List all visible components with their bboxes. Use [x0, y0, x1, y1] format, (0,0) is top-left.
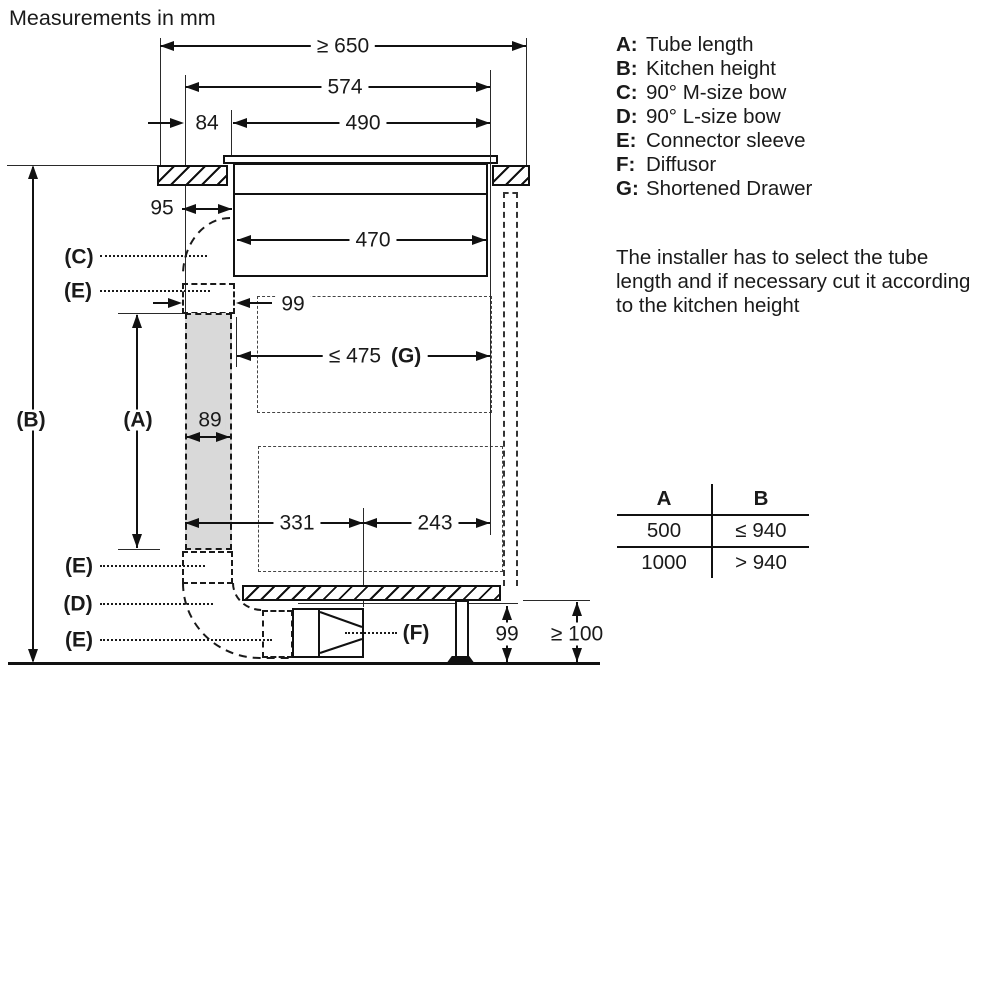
label-bow-m: (C) [61, 247, 96, 268]
legend-text: 90° M-size bow [646, 81, 787, 104]
arrowhead-icon [502, 606, 512, 620]
arrowhead-icon [185, 82, 199, 92]
arrowhead-icon [218, 204, 232, 214]
arrowhead-icon [512, 41, 526, 51]
cabinet-wall-inner [516, 192, 518, 586]
leader-line [345, 632, 397, 634]
leader-line [100, 255, 207, 257]
legend-item [616, 177, 812, 201]
dim-line-99-right [250, 302, 272, 304]
arrowhead-icon [132, 314, 142, 328]
hob-body-inner-line [234, 193, 487, 195]
dim-84-label: 84 [195, 111, 219, 135]
table-row [617, 516, 809, 546]
label-kitchen-height: (B) [13, 410, 48, 431]
legend-item [616, 129, 812, 153]
label-tube-length: (A) [120, 410, 155, 431]
dim-475-value: ≤ 475 [328, 344, 382, 368]
arrowhead-icon [349, 518, 363, 528]
table-cell-b: > 940 [735, 551, 787, 574]
cabinet-wall-outer [503, 192, 505, 586]
arrowhead-icon [185, 518, 199, 528]
extension-line [526, 38, 527, 165]
dim-A-bottom-tick [118, 549, 160, 550]
dim-100-label: ≥ 100 [545, 623, 609, 646]
legend-text: 90° L-size bow [646, 105, 781, 128]
arrowhead-icon [237, 235, 251, 245]
legend-key: C: [616, 81, 638, 104]
legend-item [616, 33, 812, 57]
arrowhead-icon [476, 518, 490, 528]
arrowhead-icon [476, 118, 490, 128]
arrowhead-icon [572, 602, 582, 616]
label-connector-sleeve-mid: (E) [62, 556, 96, 577]
legend-text: Connector sleeve [646, 129, 806, 152]
legend-text: Kitchen height [646, 57, 776, 80]
table-cell-a: 1000 [617, 548, 713, 578]
leader-line [100, 290, 210, 292]
connector-sleeve-bottom [262, 610, 293, 658]
leader-line [100, 565, 205, 567]
arrowhead-icon [572, 648, 582, 662]
extension-line [490, 70, 491, 535]
label-bow-l: (D) [60, 594, 95, 615]
lower-drawer-outline [258, 446, 503, 572]
diffusor-divider [318, 608, 320, 658]
dim-99-top-label: 99 [275, 293, 310, 316]
plinth-reference-line [298, 603, 518, 604]
table-cell-b: ≤ 940 [735, 519, 787, 542]
worktop-hatch-right [492, 165, 530, 186]
arrowhead-icon [502, 648, 512, 662]
floor-line [8, 662, 600, 665]
dim-574-label: 574 [321, 76, 368, 99]
arrowhead-icon [237, 351, 251, 361]
dim-470-label: 470 [349, 229, 396, 252]
legend-item [616, 57, 812, 81]
dim-243-label: 243 [411, 512, 458, 535]
hob-body [233, 163, 488, 277]
dim-line-84 [148, 122, 172, 124]
arrowhead-icon [363, 518, 377, 528]
legend-text: Shortened Drawer [646, 177, 813, 200]
arrowhead-icon [168, 298, 182, 308]
legend-key: D: [616, 105, 638, 128]
dim-line-99-left [153, 302, 169, 304]
dim-475-ref: (G) [390, 344, 422, 368]
dim-A-top-tick [118, 313, 182, 314]
arrowhead-icon [476, 351, 490, 361]
arrowhead-icon [28, 165, 38, 179]
leader-line [100, 603, 213, 605]
arrowhead-icon [28, 649, 38, 663]
label-connector-sleeve-top: (E) [61, 281, 95, 302]
cabinet-base-hatch [242, 585, 501, 601]
arrowhead-icon [472, 235, 486, 245]
table-header-row [617, 484, 809, 514]
connector-sleeve-mid [182, 551, 233, 584]
legend-key: E: [616, 129, 637, 152]
legend [616, 33, 812, 201]
legend-key: G: [616, 177, 639, 200]
connector-sleeve-top [182, 283, 235, 314]
table-row [617, 548, 809, 578]
dim-89-label: 89 [194, 410, 225, 431]
arrowhead-icon [476, 82, 490, 92]
tube-length-table [617, 484, 809, 578]
table-cell-a: 500 [617, 516, 713, 546]
installer-note: The installer has to select the tube length and if necessary cut it according to the kitchen height [616, 246, 971, 317]
arrowhead-icon [216, 432, 230, 442]
dim-490-label: 490 [339, 112, 386, 135]
worktop-hatch-left [157, 165, 228, 186]
dim-line-A [136, 315, 138, 548]
leader-line [100, 639, 272, 641]
dim-331-label: 331 [273, 512, 320, 535]
plinth-leg [455, 600, 469, 658]
legend-key: A: [616, 33, 638, 56]
dim-99-bottom-label: 99 [489, 623, 524, 646]
dim-475-label [323, 345, 428, 368]
arrowhead-icon [160, 41, 174, 51]
label-connector-sleeve-bottom: (E) [62, 630, 96, 651]
legend-item [616, 81, 812, 105]
extension-line [185, 75, 186, 313]
arrowhead-icon [170, 118, 184, 128]
arrowhead-icon [132, 534, 142, 548]
arrowhead-icon [236, 298, 250, 308]
page-title: Measurements in mm [9, 6, 216, 30]
table-header-a: A [617, 484, 713, 514]
legend-key: F: [616, 153, 636, 176]
bow-m-arc [183, 218, 230, 275]
arrowhead-icon [186, 432, 200, 442]
cabinet-wall-cap [503, 192, 518, 194]
legend-item [616, 153, 812, 177]
legend-key: B: [616, 57, 638, 80]
table-header-b: B [753, 487, 769, 510]
legend-text: Tube length [646, 33, 754, 56]
arrowhead-icon [233, 118, 247, 128]
label-diffusor: (F) [400, 623, 433, 644]
dim-650-label: ≥ 650 [311, 35, 375, 58]
legend-item [616, 105, 812, 129]
legend-text: Diffusor [646, 153, 717, 176]
arrowhead-icon [182, 204, 196, 214]
dim-95-label: 95 [150, 196, 174, 220]
clearance-reference-line [523, 600, 590, 601]
extension-line [160, 38, 161, 165]
